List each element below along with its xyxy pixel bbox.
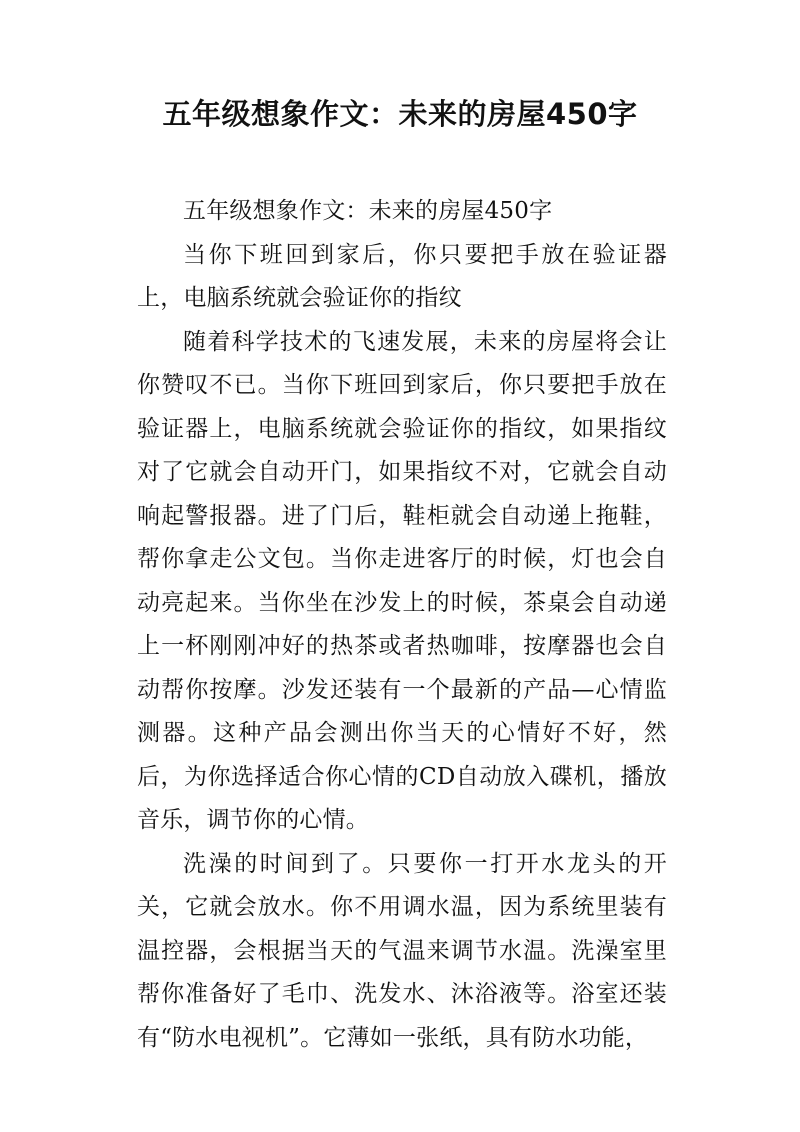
document-title: 五年级想象作文：未来的房屋450字 bbox=[162, 97, 638, 131]
paragraph-main: 随着科学技术的飞速发展，未来的房屋将会让你赞叹不已。当你下班回到家后，你只要把手放在验证器上，电脑系统就会验证你的指纹，如果指纹对了它就会自动开门，如果指纹不对，它就会自动响起警报器。进了门后，鞋柜就会自动递上拖鞋，帮你拿走公文包。当你走进客厅的时候，灯也会自动亮起来。当你坐在沙发上的时候，茶桌会自动递上一杯刚刚冲好的热茶或者热咖啡，按摩器也会自动帮你按摩。沙发还装有一个最新的产品—心情监测器。这种产品会测出你当天的心情好不好，然后，为你选择适合你心情的CD自动放入碟机，播放音乐，调节你的心情。 bbox=[137, 328, 667, 833]
paragraph-subtitle: 五年级想象作文：未来的房屋450字 bbox=[183, 198, 553, 224]
document-body bbox=[137, 190, 667, 1060]
paragraph-bath: 洗澡的时间到了。只要你一打开水龙头的开关，它就会放水。你不用调水温，因为系统里装有温控器，会根据当天的气温来调节水温。洗澡室里帮你准备好了毛巾、洗发水、沐浴液等。浴室还装有“防水电视机”。它薄如一张纸，具有防水功能， bbox=[137, 850, 667, 1051]
paragraph-intro: 当你下班回到家后，你只要把手放在验证器上，电脑系统就会验证你的指纹 bbox=[137, 241, 667, 311]
